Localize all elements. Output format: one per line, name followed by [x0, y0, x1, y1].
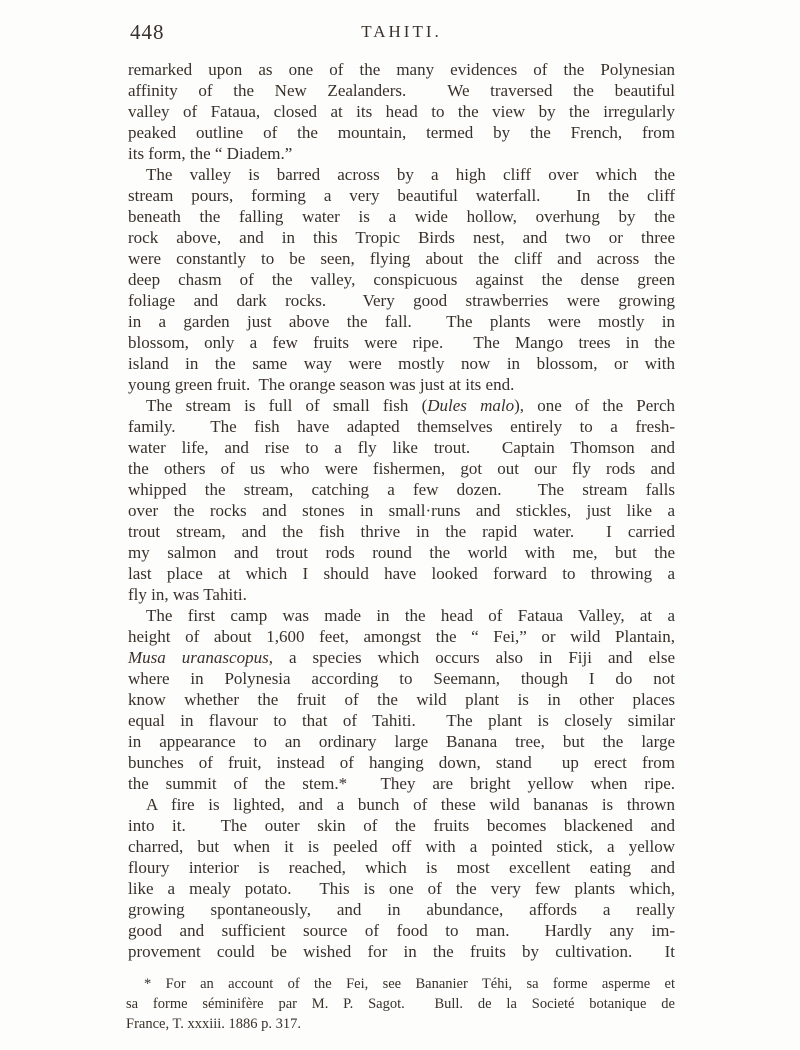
page-number: 448 [130, 20, 165, 44]
text-line: floury interior is reached, which is most excellent eating and [128, 858, 675, 877]
italic-text: Musa uranascopus [128, 648, 269, 667]
text-line: provement could be wished for in the fruits by cultivation. It [128, 942, 675, 961]
text-line: beneath the falling water is a wide hollow, overhung by the [128, 207, 675, 226]
text-line: sa forme séminifère par M. P. Sagot. Bull. de la Societé botanique de [126, 996, 675, 1012]
text-line: in appearance to an ordinary large Banana tree, but the large [128, 732, 675, 751]
italic-text: Dules malo [427, 396, 515, 415]
text-line: remarked upon as one of the many evidences of the Polynesian [128, 60, 675, 79]
text-line: blossom, only a few fruits were ripe. The Mango trees in the [128, 333, 675, 352]
text-line: charred, but when it is peeled off with a pointed stick, a yellow [128, 837, 675, 856]
text-line: water life, and rise to a fly like trout. Captain Thomson and [128, 438, 675, 457]
body-text [128, 59, 675, 962]
text-line: France, T. xxxiii. 1886 p. 317. [126, 1016, 302, 1032]
text-line: affinity of the New Zealanders. We traversed the beautiful [128, 81, 675, 100]
text-line: growing spontaneously, and in abundance, affords a really [128, 900, 675, 919]
text-line: know whether the fruit of the wild plant is in other places [128, 690, 675, 709]
text-line: equal in flavour to that of Tahiti. The plant is closely similar [128, 711, 675, 730]
text-line: peaked outline of the mountain, termed by the French, from [128, 123, 675, 142]
text-line: rock above, and in this Tropic Birds nest, and two or three [128, 228, 675, 247]
text-line: the summit of the stem.* They are bright yellow when ripe. [128, 774, 675, 793]
text-line: where in Polynesia according to Seemann, though I do not [128, 669, 675, 688]
text-line: island in the same way were mostly now in blossom, or with [128, 354, 675, 373]
text-line: deep chasm of the valley, conspicuous against the dense green [128, 270, 675, 289]
text-line: into it. The outer skin of the fruits becomes blackened and [128, 816, 675, 835]
text-line: Musa uranascopus, a species which occurs also in Fiji and else [128, 648, 675, 667]
text-line: height of about 1,600 feet, amongst the “ Fei,” or wild Plantain, [128, 627, 675, 646]
text-line: The stream is full of small fish (Dules malo), one of the Perch [146, 396, 676, 415]
text-line: The first camp was made in the head of Fataua Valley, at a [146, 606, 675, 625]
text-line: whipped the stream, catching a few dozen. The stream falls [128, 480, 675, 499]
text-line: its form, the “ Diadem.” [128, 144, 293, 163]
text-line: foliage and dark rocks. Very good strawberries were growing [128, 291, 675, 310]
footnote [126, 974, 675, 1034]
text-line: were constantly to be seen, flying about the cliff and across the [128, 249, 675, 268]
text-line: The valley is barred across by a high cliff over which the [146, 165, 675, 184]
text-line: * For an account of the Fei, see Bananier Téhi, sa forme asperme et [144, 976, 675, 992]
text-line: fly in, was Tahiti. [128, 585, 247, 604]
text-line: good and sufficient source of food to man. Hardly any im- [128, 921, 675, 940]
text-line: over the rocks and stones in small·runs and stickles, just like a [128, 501, 675, 520]
text-line: like a mealy potato. This is one of the very few plants which, [128, 879, 675, 898]
running-title: TAHITI. [361, 22, 442, 41]
text-line: family. The fish have adapted themselves entirely to a fresh- [128, 417, 675, 436]
text-line: my salmon and trout rods round the world with me, but the [128, 543, 675, 562]
text-line: A fire is lighted, and a bunch of these wild bananas is thrown [146, 795, 675, 814]
text-line: bunches of fruit, instead of hanging down, stand up erect from [128, 753, 675, 772]
text-line: the others of us who were fishermen, got out our fly rods and [128, 459, 675, 478]
text-line: valley of Fataua, closed at its head to the view by the irregularly [128, 102, 675, 121]
text-line: in a garden just above the fall. The plants were mostly in [128, 312, 675, 331]
text-line: trout stream, and the fish thrive in the rapid water. I carried [128, 522, 675, 541]
text-line: young green fruit. The orange season was just at its end. [128, 375, 515, 394]
text-line: stream pours, forming a very beautiful waterfall. In the cliff [128, 186, 675, 205]
text-line: last place at which I should have looked forward to throwing a [128, 564, 675, 583]
